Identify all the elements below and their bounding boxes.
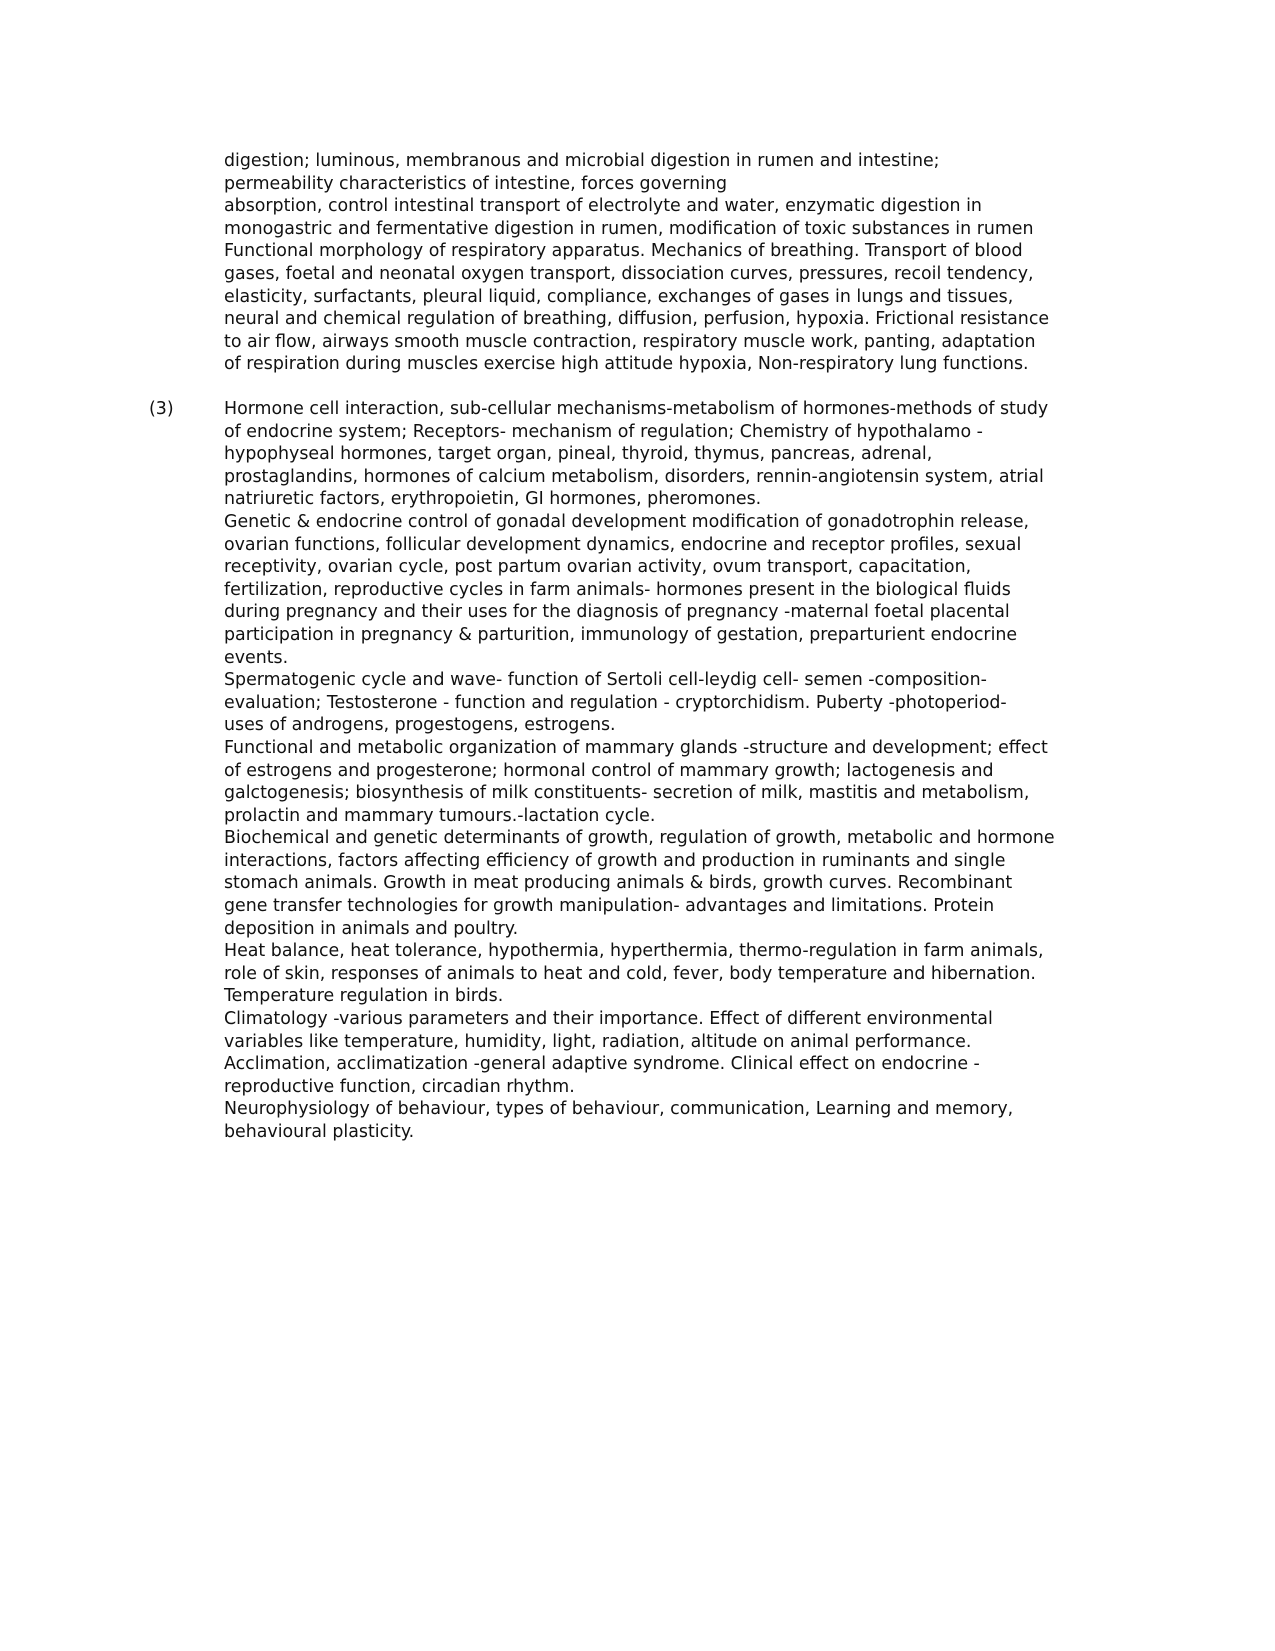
- text-line: Acclimation, acclimatization -general adaptive syndrome. Clinical effect on endocrine -: [224, 1054, 980, 1075]
- text-line: gene transfer technologies for growth manipulation- advantages and limitations. Protein: [224, 896, 995, 917]
- text-line: gases, foetal and neonatal oxygen transport, dissociation curves, pressures, recoil tendency,: [224, 263, 1034, 284]
- text-line: hypophyseal hormones, target organ, pineal, thyroid, thymus, pancreas, adrenal,: [224, 444, 933, 465]
- text-line: neural and chemical regulation of breathing, diffusion, perfusion, hypoxia. Frictional resistance: [224, 309, 1050, 330]
- text-line: galctogenesis; biosynthesis of milk constituents- secretion of milk, mastitis and metabolism,: [224, 783, 1030, 804]
- text-line: interactions, factors affecting efficiency of growth and production in ruminants and single: [224, 850, 1006, 871]
- text-line: behavioural plasticity.: [224, 1122, 415, 1142]
- text-line: prolactin and mammary tumours.-lactation cycle.: [224, 805, 656, 826]
- text-line: Heat balance, heat tolerance, hypothermia, hyperthermia, thermo-regulation in farm animals,: [224, 941, 1044, 962]
- section-number: (3): [149, 399, 174, 419]
- text-line: during pregnancy and their uses for the diagnosis of pregnancy -maternal foetal placental: [224, 602, 1010, 623]
- text-line: Hormone cell interaction, sub-cellular mechanisms-metabolism of hormones-methods of study: [224, 399, 1049, 419]
- text-line: of estrogens and progesterone; hormonal control of mammary growth; lactogenesis and: [224, 760, 994, 781]
- continued-section-text: [224, 150, 1124, 376]
- text-line: absorption, control intestinal transport of electrolyte and water, enzymatic digestion in: [224, 196, 982, 217]
- text-line: permeability characteristics of intestine, forces governing: [224, 173, 727, 194]
- text-line: Biochemical and genetic determinants of growth, regulation of growth, metabolic and hormone: [224, 828, 1055, 849]
- text-line: ovarian functions, follicular development dynamics, endocrine and receptor profiles, sexual: [224, 534, 1022, 555]
- text-line: to air flow, airways smooth muscle contraction, respiratory muscle work, panting, adaptation: [224, 331, 1036, 352]
- text-line: Genetic & endocrine control of gonadal development modification of gonadotrophin release,: [224, 511, 1030, 532]
- text-line: uses of androgens, progestogens, estrogens.: [224, 715, 616, 736]
- text-line: elasticity, surfactants, pleural liquid, compliance, exchanges of gases in lungs and tissues,: [224, 286, 1014, 307]
- text-line: variables like temperature, humidity, light, radiation, altitude on animal performance.: [224, 1031, 972, 1052]
- text-line: receptivity, ovarian cycle, post partum ovarian activity, ovum transport, capacitation,: [224, 557, 972, 578]
- text-line: fertilization, reproductive cycles in farm animals- hormones present in the biological fluids: [224, 579, 1011, 600]
- text-line: of respiration during muscles exercise high attitude hypoxia, Non-respiratory lung functions.: [224, 354, 1029, 375]
- text-line: participation in pregnancy & parturition, immunology of gestation, preparturient endocrine: [224, 624, 1018, 645]
- text-line: Functional morphology of respiratory apparatus. Mechanics of breathing. Transport of blood: [224, 241, 1023, 262]
- section-3-text: [224, 398, 1124, 1144]
- text-line: reproductive function, circadian rhythm.: [224, 1076, 575, 1097]
- text-line: stomach animals. Growth in meat producing animals & birds, growth curves. Recombinant: [224, 873, 1013, 894]
- text-line: Climatology -various parameters and their importance. Effect of different environmental: [224, 1009, 993, 1030]
- text-line: Spermatogenic cycle and wave- function of Sertoli cell-leydig cell- semen -composition-: [224, 670, 987, 691]
- text-line: Temperature regulation in birds.: [224, 986, 504, 1007]
- text-line: prostaglandins, hormones of calcium metabolism, disorders, rennin-angiotensin system, atrial: [224, 466, 1044, 487]
- text-line: events.: [224, 647, 289, 668]
- text-line: evaluation; Testosterone - function and regulation - cryptorchidism. Puberty -photoperiod-: [224, 692, 1007, 713]
- text-line: deposition in animals and poultry.: [224, 918, 519, 939]
- text-line: of endocrine system; Receptors- mechanism of regulation; Chemistry of hypothalamo -: [224, 421, 983, 442]
- text-line: Neurophysiology of behaviour, types of behaviour, communication, Learning and memory,: [224, 1099, 1014, 1120]
- text-line: role of skin, responses of animals to heat and cold, fever, body temperature and hibernation.: [224, 963, 1036, 984]
- text-line: natriuretic factors, erythropoietin, GI hormones, pheromones.: [224, 489, 762, 510]
- text-line: Functional and metabolic organization of mammary glands -structure and development; effect: [224, 737, 1048, 758]
- text-line: digestion; luminous, membranous and microbial digestion in rumen and intestine;: [224, 151, 940, 171]
- text-line: monogastric and fermentative digestion in rumen, modification of toxic substances in rumen: [224, 218, 1034, 239]
